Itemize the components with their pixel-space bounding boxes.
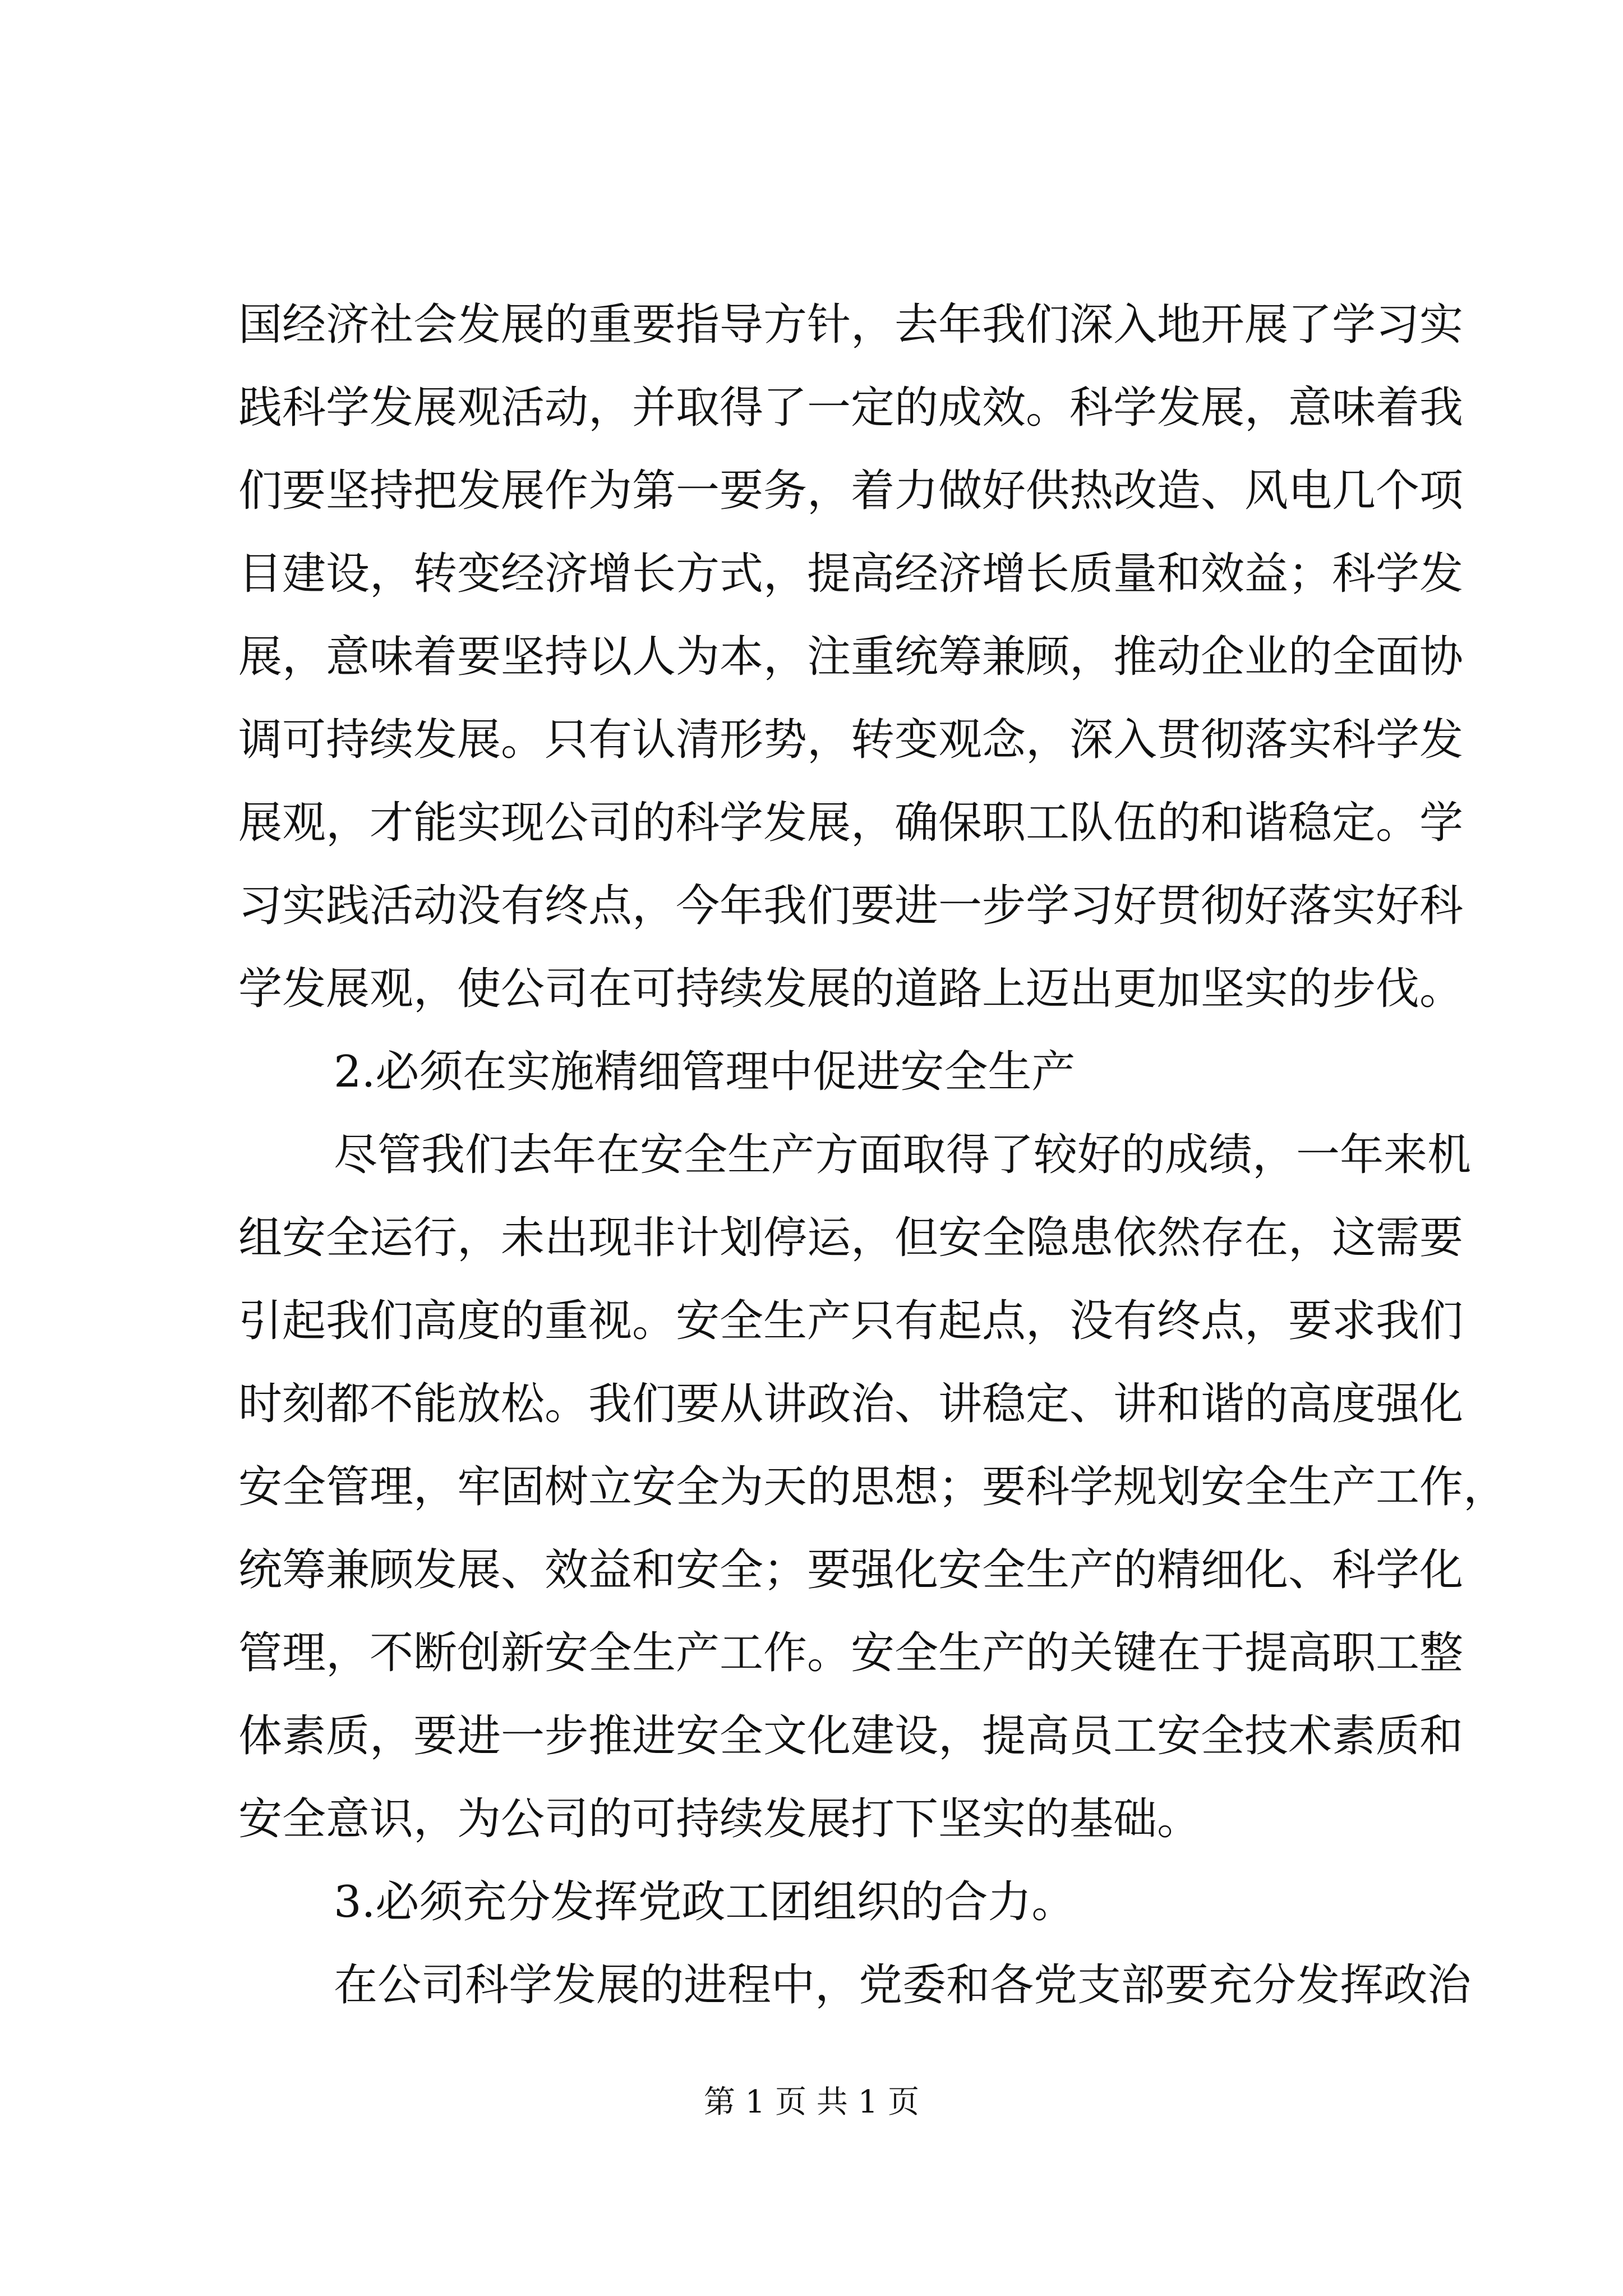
document-body: [238, 283, 1507, 2027]
paragraph: [238, 1114, 1507, 1861]
text-line: 尽管我们去年在安全生产方面取得了较好的成绩，一年来机: [334, 1130, 1472, 1180]
text-line: 引起我们高度的重视。安全生产只有起点，没有终点，要求我们: [238, 1296, 1464, 1346]
text-line: 习实践活动没有终点，今年我们要进一步学习好贯彻好落实好科: [238, 881, 1464, 931]
text-line: 调可持续发展。只有认清形势，转变观念，深入贯彻落实科学发: [238, 715, 1464, 765]
text-line: 国经济社会发展的重要指导方针，去年我们深入地开展了学习实: [238, 300, 1464, 350]
text-line: 践科学发展观活动，并取得了一定的成效。科学发展，意味着我: [238, 383, 1464, 433]
section-heading: [238, 1861, 1433, 1944]
text-line: 安全意识，为公司的可持续发展打下坚实的基础。: [238, 1794, 1201, 1844]
text-line: 时刻都不能放松。我们要从讲政治、讲稳定、讲和谐的高度强化: [238, 1379, 1464, 1429]
text-line: 目建设，转变经济增长方式，提高经济增长质量和效益；科学发: [238, 549, 1464, 599]
heading-line: 2.必须在实施精细管理中促进安全生产: [334, 1047, 1076, 1097]
text-line: 学发展观，使公司在可持续发展的道路上迈出更加坚实的步伐。: [238, 964, 1464, 1014]
text-line: 们要坚持把发展作为第一要务，着力做好供热改造、风电几个项: [238, 466, 1464, 516]
text-line: 在公司科学发展的进程中，党委和各党支部要充分发挥政治: [334, 1960, 1472, 2010]
page-footer: 第 1 页 共 1 页: [703, 2084, 920, 2120]
text-line: 展观，才能实现公司的科学发展，确保职工队伍的和谐稳定。学: [238, 798, 1464, 848]
text-line: 体素质，要进一步推进安全文化建设，提高员工安全技术素质和: [238, 1711, 1464, 1761]
text-line: 管理，不断创新安全生产工作。安全生产的关键在于提高职工整: [238, 1628, 1464, 1678]
paragraph: [238, 1944, 1472, 2027]
paragraph-continuation: [238, 283, 1464, 1030]
text-line: 展，意味着要坚持以人为本，注重统筹兼顾，推动企业的全面协: [238, 632, 1464, 682]
section-heading: [238, 1030, 1433, 1114]
text-line: 组安全运行，未出现非计划停运，但安全隐患依然存在，这需要: [238, 1213, 1464, 1263]
heading-line: 3.必须充分发挥党政工团组织的合力。: [334, 1877, 1076, 1927]
text-line: 统筹兼顾发展、效益和安全；要强化安全生产的精细化、科学化: [238, 1545, 1464, 1595]
text-line: 安全管理，牢固树立安全为天的思想；要科学规划安全生产工作，: [238, 1462, 1507, 1512]
